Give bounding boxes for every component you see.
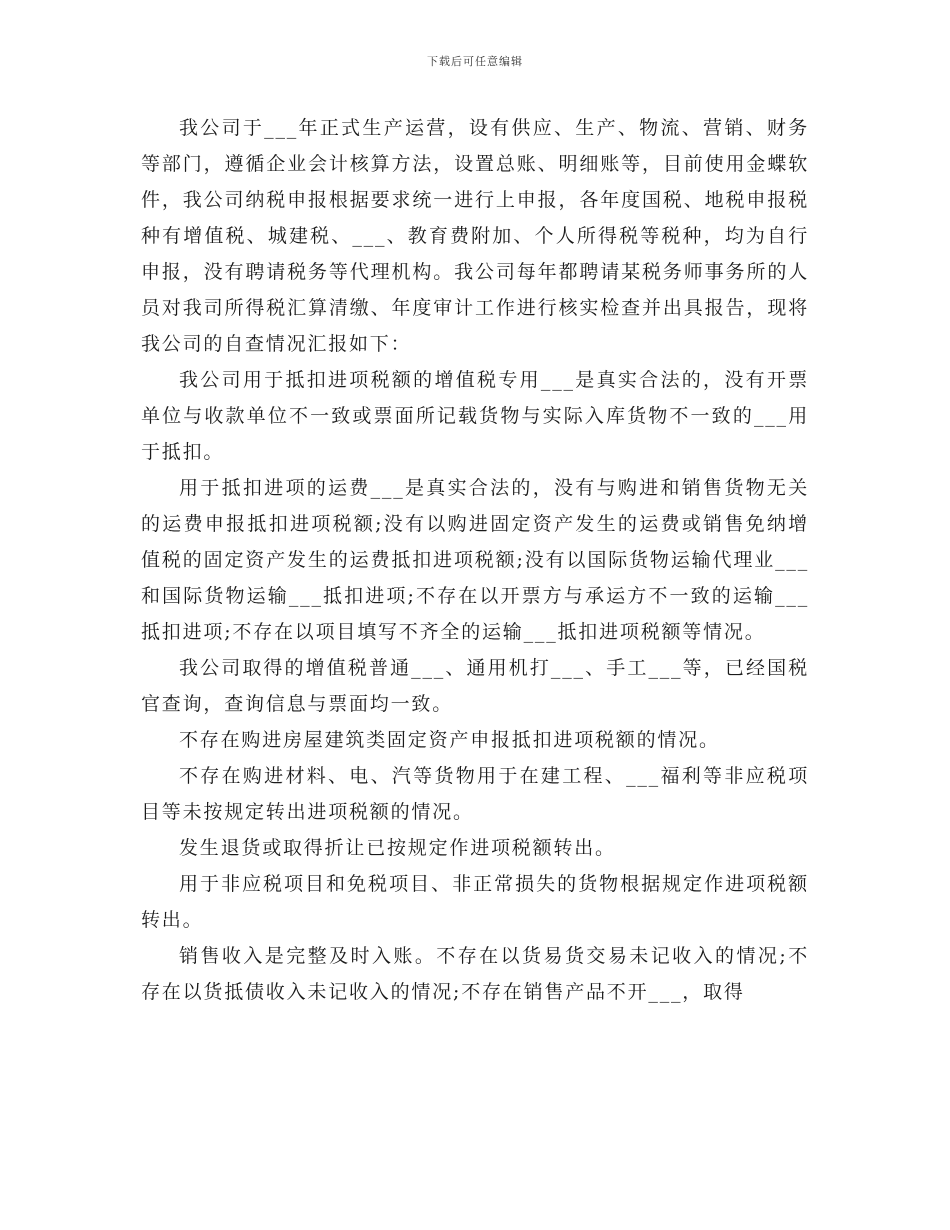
document-body (141, 110, 809, 1010)
header-note: 下载后可任意编辑 (427, 55, 523, 68)
paragraph-sales-income: 销售收入是完整及时入账。不存在以货易货交易未记收入的情况;不存在以货抵债收入未记收入的情况;不存在销售产品不开___，取得 (141, 945, 809, 1003)
paragraph-building-assets: 不存在购进房屋建筑类固定资产申报抵扣进项税额的情况。 (179, 729, 720, 751)
paragraph-intro: 我公司于___年正式生产运营，设有供应、生产、物流、营销、财务等部门，遵循企业会计核算方法，设置总账、明细账等，目前使用金蝶软件，我公司纳税申报根据要求统一进行上申报，各年度国税、地税申报税种有增值税、城建税、___、教育费附加、个人所得税等税种，均为自行申报，没有聘请税务等代理机构。我公司每年都聘请某税务师事务所的人员对我司所得税汇算清缴、年度审计工作进行核实检查并出具报告，现将我公司的自查情况汇报如下： (141, 117, 809, 355)
paragraph-construction: 不存在购进材料、电、汽等货物用于在建工程、___福利等非应税项目等未按规定转出进项税额的情况。 (141, 765, 809, 823)
paragraph-vat-invoice: 我公司用于抵扣进项税额的增值税专用___是真实合法的，没有开票单位与收款单位不一致或票面所记载货物与实际入库货物不一致的___用于抵扣。 (141, 369, 809, 463)
paragraph-ordinary-invoice: 我公司取得的增值税普通___、通用机打___、手工___等，已经国税官查询，查询信息与票面均一致。 (141, 657, 809, 715)
paragraph-freight: 用于抵扣进项的运费___是真实合法的，没有与购进和销售货物无关的运费申报抵扣进项税额;没有以购进固定资产发生的运费或销售免纳增值税的固定资产发生的运费抵扣进项税额;没有以国际货物运输代理业___和国际货物运输___抵扣进项;不存在以开票方与承运方不一致的运输___抵扣进项;不存在以项目填写不齐全的运输___抵扣进项税额等情况。 (141, 477, 809, 643)
paragraph-returns: 发生退货或取得折让已按规定作进项税额转出。 (179, 837, 616, 859)
paragraph-non-taxable: 用于非应税项目和免税项目、非正常损失的货物根据规定作进项税额转出。 (141, 873, 809, 931)
